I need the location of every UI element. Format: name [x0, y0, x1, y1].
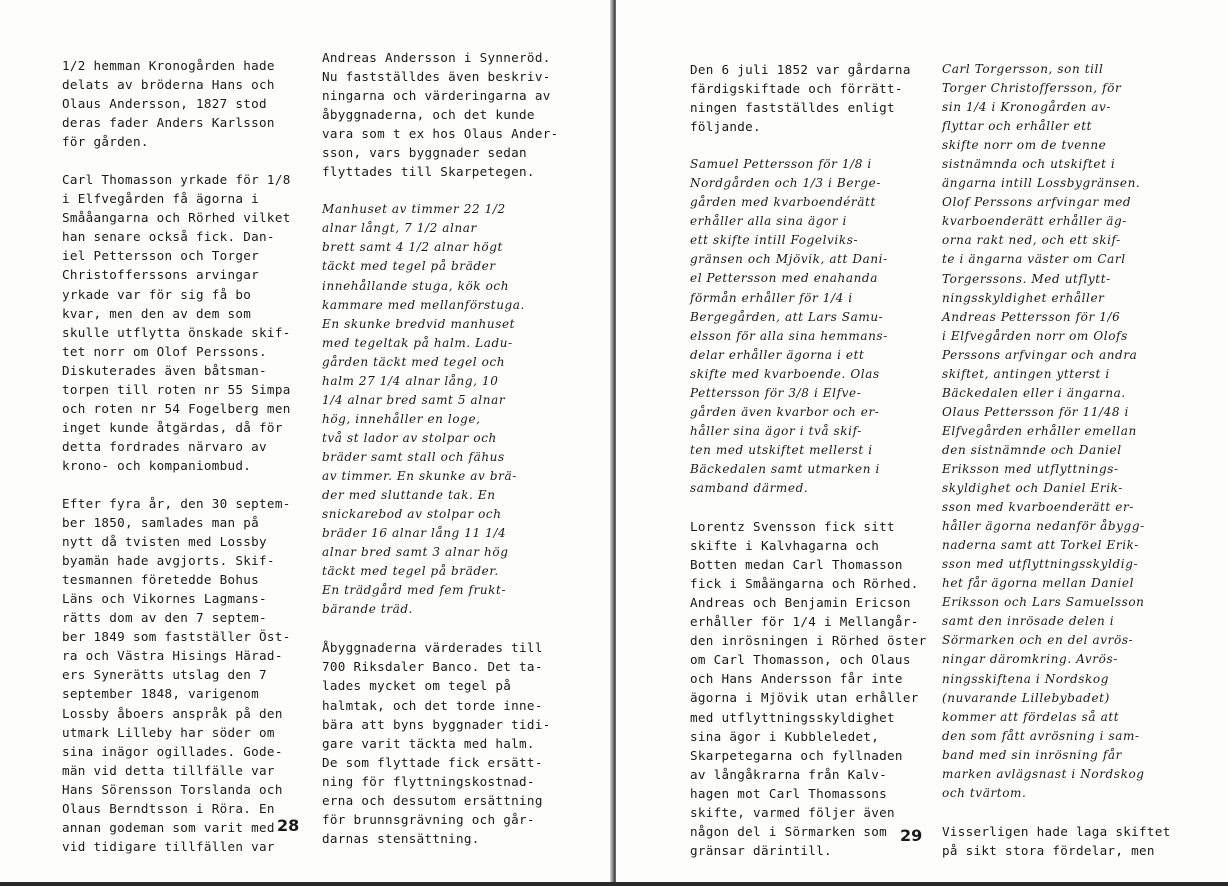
- handwritten-quote: Carl Torgersson, son till Torger Christoffersson, för sin 1/4 i Kronogården av- flyttar och erhåller ett skifte norr om de tvenne sistnämnda och utskiftet i ängarna intill Lossbygränsen. Olof Perssons arfvingar med kvarboenderätt erhåller äg- orna rakt ned, och ett skif- te i ängarna väster om Carl Torgerssons. Med utflytt- ningsskyldighet erhåller Andreas Pettersson för 1/6 i Elfvegården norr om Olofs Perssons arfvingar och andra skiftet, antingen ytterst i Bäckedalen eller i ängarna. Olaus Pettersson för 11/48 i Elfvegården erhåller emellan den sistnämnde och Daniel Eriksson med utflyttnings- skyldighet och Daniel Erik- sson med kvarboenderätt er- håller ägorna nedanför åbygg- naderna samt att Torkel Erik- sson med utflyttningsskyldig- het får ägorna mellan Daniel Eriksson och Lars Samuelsson samt den inrösade delen i Sörmarken och en del avrös- ningar däromkring. Avrös- ningsskiftena i Nordskog (nuvarande Lillebybadet) kommer att fördelas så att den som fått avrösning i sam- band med sin inrösning får marken avlägsnast i Nordskog och tvärtom.: [942, 62, 1145, 800]
- right-column-2: [942, 60, 1171, 879]
- paragraph: Efter fyra år, den 30 septem- ber 1850, samlades man på nytt då tvisten med Lossby byamän hade avgjorts. Skif- tesmannen företedde Bohus Läns och Vikornes Lagmans- rätts dom av den 7 septem- ber 1849 som fastställer Öst- ra och Västra Hisings Härad- ers Synerätts utslag den 7 september 1848, varigenom Lossby åboers anspråk på den utmark Lilleby har söder om sina inägor ogillades. Gode- män vid detta tillfälle var Hans Sörensson Torslanda och Olaus Berndtsson i Röra. En annan godeman som varit med vid tidigare tillfällen var: [62, 495, 291, 854]
- page-number-right: 29: [900, 826, 923, 845]
- page-number-left: 28: [277, 816, 300, 835]
- paragraph: Åbyggnaderna värderades till 700 Riksdaler Banco. Det ta- lades mycket om tegel på halmtak, och det torde inne- bära att byns byggnader tidi- gare varit täckta med halm. De som flyttade fick ersätt- ning för flyttningskostnad- erna och dessutom ersättning för brunnsgrävning och går- darnas stensättning.: [322, 640, 551, 846]
- left-column-2: [322, 48, 559, 867]
- paragraph: Lorentz Svensson fick sitt skifte i Kalvhagarna och Botten medan Carl Thomasson fick i Småängarna och Rörhed. Andreas och Benjamin Ericson erhåller för 1/4 i Mellangår- den inrösningen i Rörhed om Carl Thomasson, och Olaus och Hans Andersson får inte ägorna i Mjövik utan erhåller med utflyttningsskyldighet sina ägor i Kubbleledet, Skarpetegarna och fyllnaden av långåkrarna från Kalv- hagen mot Carl Thomassons skifte, varmed följer även någon del i Sörmarken som gränsar därintill.: [690, 519, 919, 858]
- paragraph: Den 6 juli 1852 var gårdarna färdigskiftade och förrätt- ningen fastställdes enligt följande.: [690, 62, 911, 135]
- handwritten-quote: Samuel Pettersson för 1/8 i Nordgården och 1/3 i Berge- gården med kvarboendérätt erhåller alla sina ägor i ett skifte intill Fogelviks- gränsen och Mjövik, att Dani- el Pettersson med enahanda förmån erhåller för 1/4 i Bergegården, att Lars Samu- elsson för alla sina hemmans- delar erhåller ägorna i ett skifte med kvarboende. Olas Pettersson för 3/8 i Elfve- gården även kvarbor och er- håller sina ägor i två skif- ten med utskiftet mellerst i Bäckedalen samt utmarken i samband därmed.: [690, 157, 888, 495]
- left-page: [0, 0, 612, 886]
- paragraph: Andreas Andersson i Synneröd. Nu fastställdes även beskriv- ningarna och värderingarna av åbyggnaderna, och det kunde vara som t ex hos Olaus Ander- sson, vars byggnader sedan flyttades till Skarpetegen.: [322, 50, 559, 180]
- paragraph: 1/2 hemman Kronogården hade delats av bröderna Hans och Olaus Andersson, 1827 stod deras fader Anders Karlsson för gården.: [62, 58, 275, 150]
- paragraph: Visserligen hade laga skiftet på sikt stora fördelar, men: [942, 823, 1171, 858]
- handwritten-quote: Manhuset av timmer 22 1/2 alnar långt, 7 1/2 alnar brett samt 4 1/2 alnar högt täckt med tegel på bräder innehållande stuga, kök och kammare med mellanförstuga. En skunke bredvid manhuset med tegeltak på halm. Ladu- gården täckt med tegel och halm 27 1/4 alnar lång, 10 1/4 alnar bred samt 5 alnar hög, innehåller en loge, två st lador av stolpar och bräder samt stall och fähus av timmer. En skunke av brä- der med sluttande tak. En snickarebod av stolpar och bräder 16 alnar lång 11 1/4 alnar bred samt 3 alnar hög täckt med tegel på bräder. En trädgård med fem frukt- bärande träd.: [322, 202, 525, 617]
- page-bottom-edge: [0, 882, 1228, 886]
- paragraph: Carl Thomasson yrkade för 1/8 i Elfvegården få ägorna i Smååangarna och Rörhed vilket han senare också fick. Dan- iel Pettersson och Torger Christofferssons arvingar yrkade var för sig få bo kvar, men den av dem som skulle utflytta önskade skif- tet norr om Olof Perssons. Diskuterades även båtsman- torpen till roten nr 55 Simpa och roten nr 54 Fogelberg men inget kunde åtgärdas, då för detta fordrades närvaro av krono- och kompaniombud.: [62, 172, 291, 473]
